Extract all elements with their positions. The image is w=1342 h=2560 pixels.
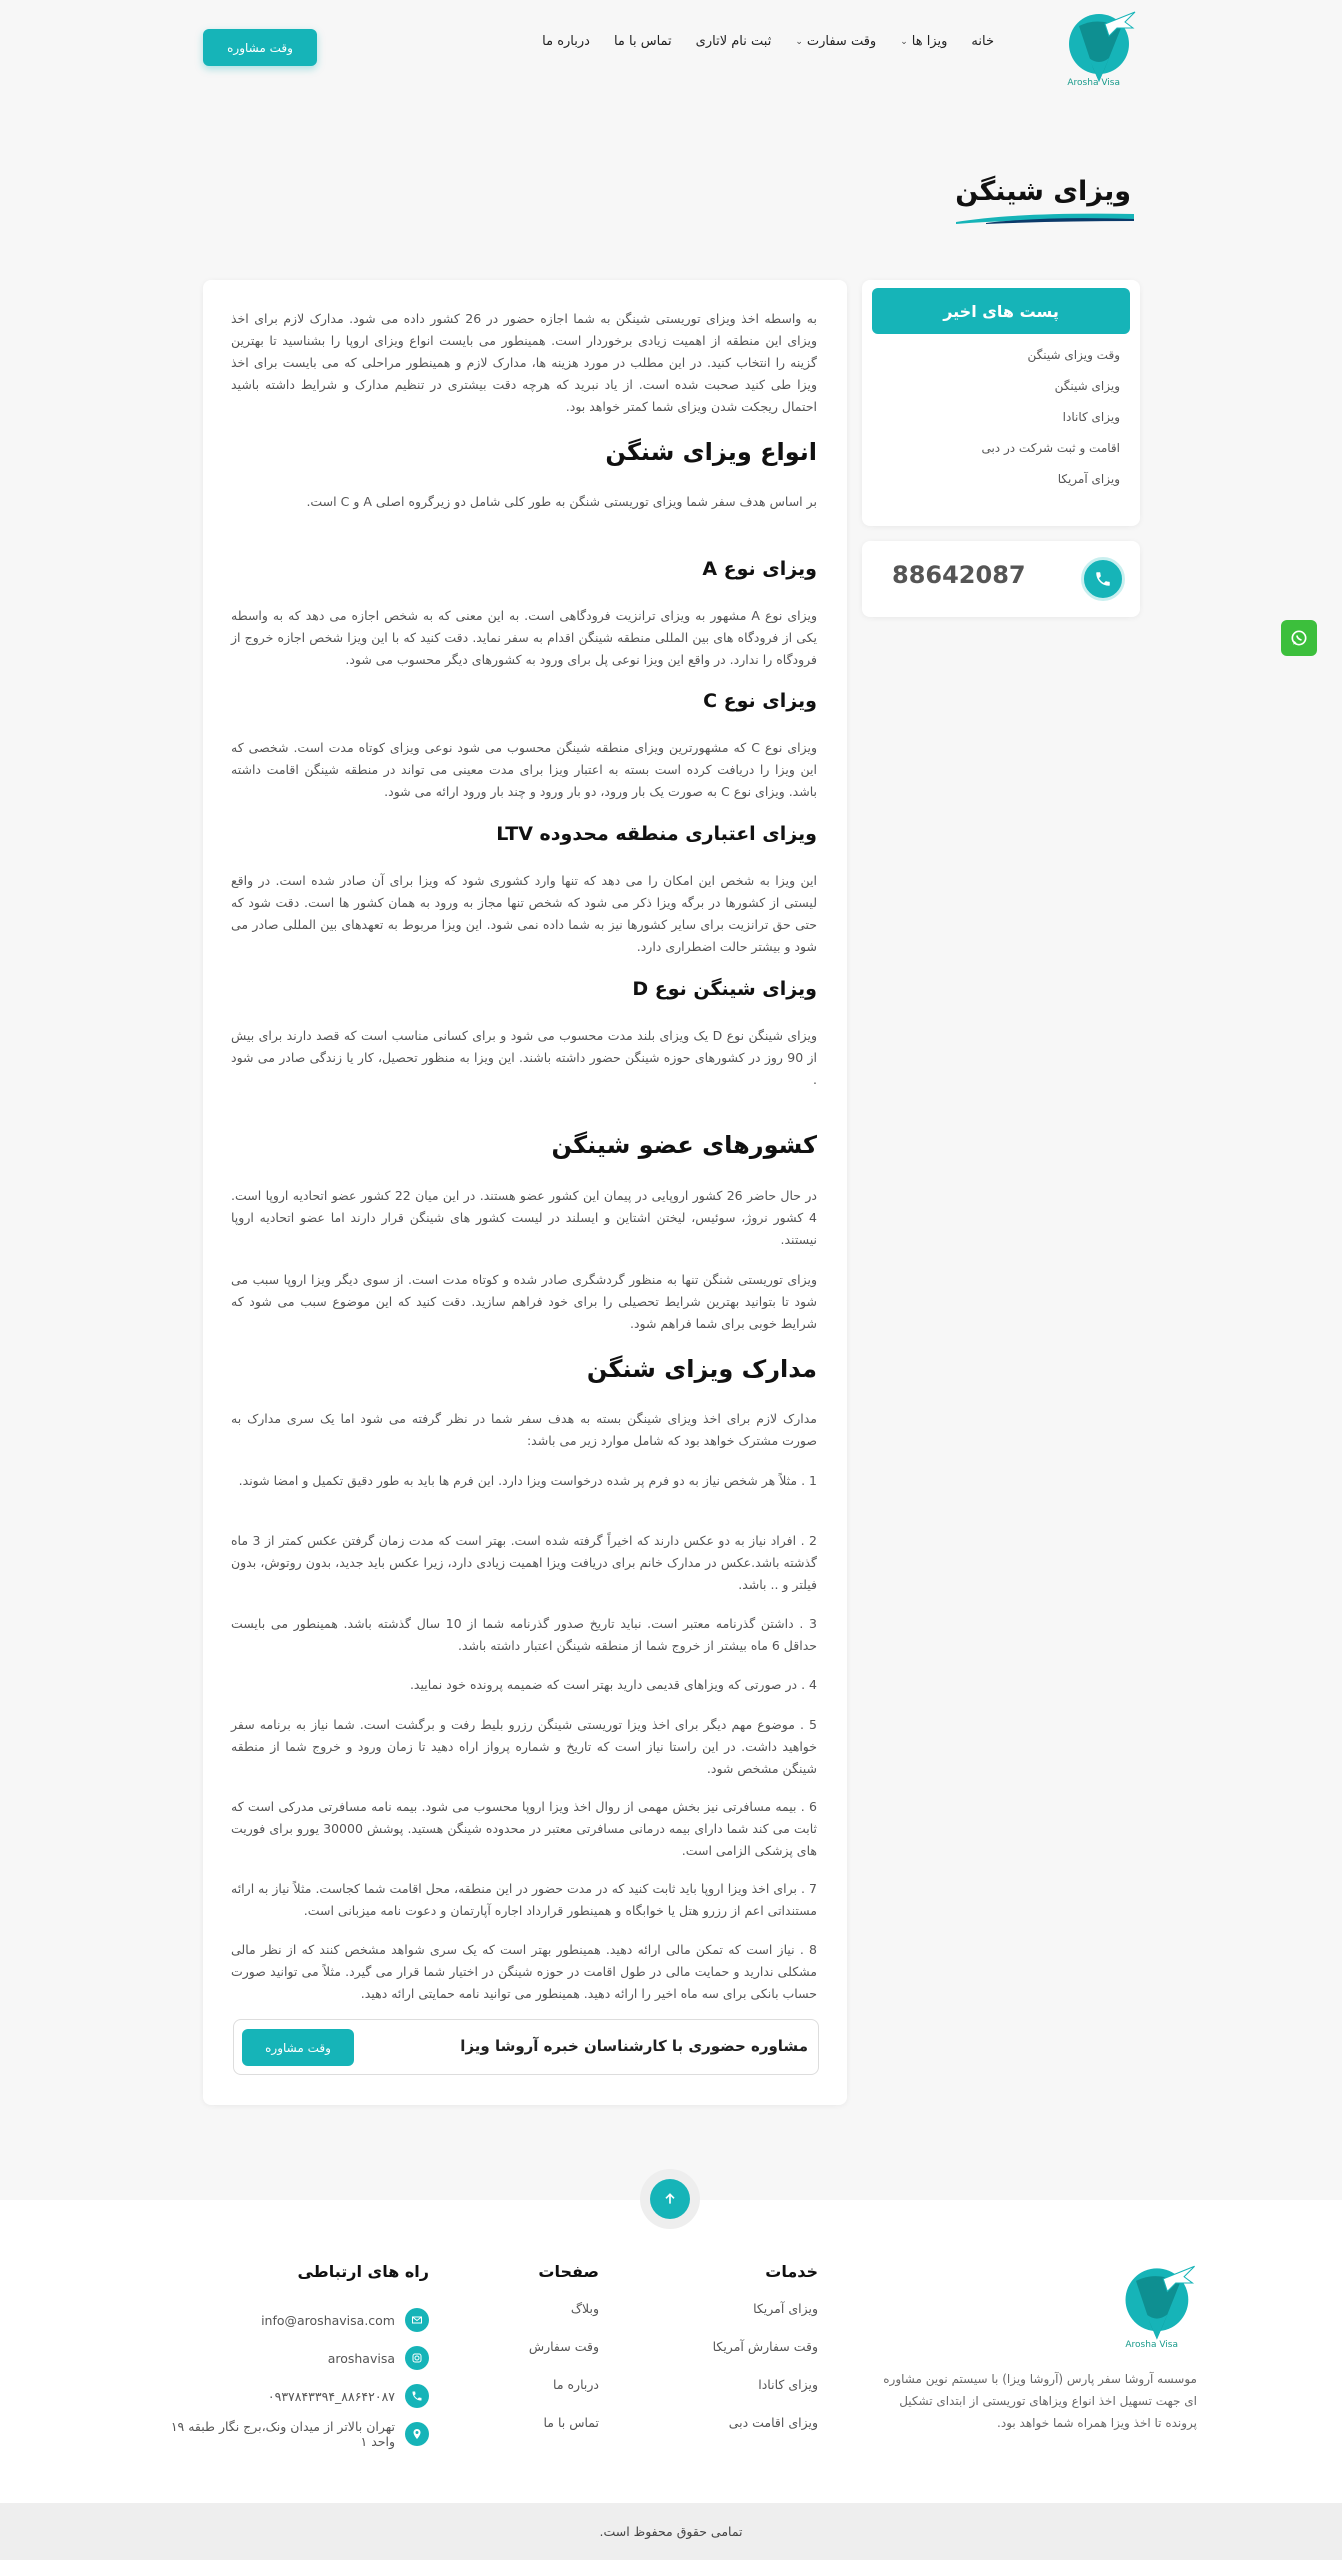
footer-contact <box>170 2262 429 2453</box>
recent-post-link[interactable]: ویزای آمریکا <box>1057 472 1120 486</box>
location-pin-icon <box>405 2422 429 2446</box>
contact-address: تهران بالاتر از میدان ونک،برج نگار طبقه ۱۹ واحد ۱ <box>169 2415 429 2453</box>
footer-services <box>713 2262 818 2453</box>
title-underline <box>956 210 1134 224</box>
recent-posts-widget <box>862 280 1140 526</box>
nav-embassy-appointment[interactable]: وقت سفارت ⌄ <box>795 34 877 49</box>
copyright-bar <box>0 2503 1342 2560</box>
document-item: 2 . افراد نیاز به دو عکس دارند که اخیراً گرفته شده است. بهتر است که مدت زمان گرفتن عکس کمتر از 3 ماه گذشته باشد.عکس در مدارک خانم برای دریافت ویزا اهمیت زیادی دارد، زیرا عکس باید جدید، بدون روتوش، بدون فیلتر و .. باشد. <box>231 1533 817 1592</box>
footer-contact-title: راه های ارتباطی <box>297 2262 429 2281</box>
document-item: 5 . موضوع مهم دیگر برای اخذ ویزا توریستی شینگن رزرو بلیط رفت و برگشت است. شما نیاز به برنامه سفر خواهید داشت. در این راستا نیاز است که تاریخ و شماره پرواز اراه دهید تا زمان ورود و خروج شما از منطقه شینگن مشخص شود. <box>231 1717 817 1776</box>
recent-posts-title: پست های اخیر <box>872 288 1130 334</box>
footer-link[interactable]: وقت سفارش آمریکا <box>712 2339 818 2354</box>
phone-icon <box>405 2384 429 2408</box>
scroll-to-top-button[interactable] <box>650 2179 690 2219</box>
paragraph-visa-types: بر اساس هدف سفر شما ویزای توریستی شنگن به طور کلی شامل دو زیرگروه اصلی A و C است. <box>306 494 817 509</box>
heading-visa-c: ویزای نوع C <box>703 690 817 712</box>
nav-visas[interactable]: ویزا ها ⌄ <box>900 34 948 49</box>
document-item: 8 . نیاز است که تمکن مالی ارائه دهید. همینطور بهتر است که یک سری شواهد مشخص کنند که از نظر مالی مشکلی ندارید و حمایت مالی در طول اقامت در حوزه شینگن در اختیار شما قرار می گیرد. مثلاً می توانید صورت حساب بانکی برای سه ماه اخیر را ارائه دهید. همینطور می توانید نامه حمایتی ارائه دهید. <box>231 1942 817 2001</box>
footer-link[interactable]: ویزای اقامت دبی <box>728 2415 818 2430</box>
nav-about[interactable]: درباره ما <box>542 34 590 49</box>
instagram-icon <box>405 2346 429 2370</box>
footer-about: موسسه آروشا سفر پارس (آروشا ویزا) با سیستم نوین مشاوره ای جهت تسهیل اخذ انواع ویزاهای توریستی از ابتدای تشکیل پرونده تا اخذ ویزا همراه شما خواهد بود. <box>883 2372 1197 2430</box>
phone-widget[interactable] <box>862 541 1140 617</box>
consultation-cta <box>233 2019 819 2075</box>
contact-instagram[interactable]: aroshavisa <box>249 2339 429 2377</box>
recent-post-link[interactable]: ویزای کانادا <box>1062 410 1120 424</box>
arrow-up-icon <box>662 2191 678 2207</box>
paragraph-visa-ltv: این ویزا به شخص این امکان را می دهد که تنها وارد کشوری شود که ویزا برای آن صادر شده است. در واقع لیستی از کشورها در برگه ویزا ذکر می شود که شخص تنها مجاز به ورود به همان کشور ها است. دقت شود که حتی حق ترانزیت برای سایر کشورها نیز به شما داده نمی شود. این ویزا مربوط به تعهدهای بین المللی صادر می شود و بیشتر حالت اضطراری دارد. <box>231 873 817 954</box>
consult-button[interactable]: وقت مشاوره <box>203 29 317 66</box>
paragraph-visa-a: ویزای نوع A مشهور به ویزای ترانزیت فرودگاهی است. به این معنی که به شخص اجازه می دهد که به واسطه یکی از فرودگاه های بین المللی منطقه شینگن اقدام به سفر نماید. دقت کنید که با این ویزا شخص اجازه خروج از فرودگاه را ندارد. در واقع این ویزا نوعی پل برای ورود به کشورهای دیگر محسوب می شود. <box>231 608 818 667</box>
paragraph-visa-d: ویزای شینگن نوع D یک ویزای بلند مدت محسوب می شود و برای کسانی مناسب است که قصد دارند برای بیش از 90 روز در کشورهای حوزه شینگن حضور داشته باشند. این ویزا به منظور تحصیل، کار یا زندگی صادر می شود . <box>231 1028 818 1087</box>
whatsapp-icon <box>1289 628 1309 648</box>
recent-post-link[interactable]: ویزای شینگن <box>1054 379 1120 393</box>
cta-text: مشاوره حضوری با کارشناسان خبره آروشا ویزا <box>460 2037 808 2055</box>
site-footer <box>0 2200 1342 2503</box>
document-item: 4 . در صورتی که ویزاهای قدیمی دارید بهتر است که ضمیمه پرونده خود نمایید. <box>409 1677 817 1692</box>
main-nav <box>518 34 994 49</box>
document-item: 3 . داشتن گذرنامه معتبر است. نباید تاریخ صدور گذرنامه شما از 10 سال گذشته باشد. همینطور می بایست حداقل 6 ماه بیشتر از خروج شما از منطقه شینگن اعتبار داشته باشد. <box>231 1616 817 1653</box>
phone-icon <box>1081 557 1125 601</box>
nav-lottery[interactable]: ثبت نام لاتاری <box>695 34 772 49</box>
nav-home[interactable]: خانه <box>971 34 994 49</box>
phone-number[interactable]: 88642087 <box>892 561 1026 589</box>
footer-link[interactable]: تماس با ما <box>543 2415 599 2430</box>
nav-contact[interactable]: تماس با ما <box>613 34 672 49</box>
copyright-text: تمامی حقوق محفوظ است. <box>599 2524 743 2539</box>
footer-link[interactable]: وبلاگ <box>570 2301 599 2316</box>
heading-visa-a: ویزای نوع A <box>702 558 817 580</box>
article-intro: به واسطه اخذ ویزای توریستی شینگن به شما اجازه حضور در 26 کشور داده می شود. مدارک لازم برای اخذ ویزای این منطقه از اهمیت زیادی برخوردار است. همینطور می بایست انواع ویزای اروپا را بشناسید تا بهترین گزینه را انتخاب کنید. در این مطلب در مورد هزینه ها، مدارک لازم و همینطور مراحلی که می بایست برای اخذ ویزا طی کنید صحبت شده است. از یاد نبرید که هرچه دقت بیشتری در تنظیم مدارک و شرایط داشته باشید احتمال ریجکت شدن ویزای شما کمتر خواهد بود. <box>231 311 817 414</box>
site-header <box>0 0 1342 100</box>
chevron-down-icon: ⌄ <box>795 36 803 47</box>
recent-post-link[interactable]: اقامت و ثبت شرکت در دبی <box>981 441 1120 455</box>
recent-post-link[interactable]: وقت ویزای شینگن <box>1027 348 1120 362</box>
paragraph-visa-c: ویزای نوع C که مشهورترین ویزای منطقه شینگن محسوب می شود نوعی ویزای کوتاه مدت است. شخصی که این ویزا را دریافت کرده است بسته به اعتبار ویزا برای مدت معینی می تواند در منطقه شینگن اقامت داشته باشد. ویزای نوع C به صورت یک بار ورود، دو بار ورود و چند بار ورود ارائه می شود. <box>231 740 817 799</box>
footer-link[interactable]: درباره ما <box>553 2377 599 2392</box>
document-item: 1 . مثلاً هر شخص نیاز به دو فرم پر شده درخواست ویزا دارد. این فرم ها باید به طور دقیق تکمیل و امضا شوند. <box>238 1473 817 1488</box>
contact-email[interactable]: info@aroshavisa.com <box>249 2301 429 2339</box>
document-item: 7 . برای اخذ ویزا اروپا باید ثابت کنید که در مدت حضور در این منطقه، محل اقامت شما کجاست. مثلاً نیاز به ارائه مستنداتی اعم از رزرو هتل یا خوابگاه و همینطور قرارداد اجاره آپارتمان و دعوت نامه میزبانی است. <box>231 1881 817 1918</box>
footer-link[interactable]: ویزای کانادا <box>758 2377 818 2392</box>
footer-link[interactable]: ویزای آمریکا <box>753 2301 818 2316</box>
article-card <box>203 280 847 2105</box>
heading-member-countries: کشورهای عضو شینگن <box>551 1131 817 1159</box>
heading-visa-ltv: ویزای اعتباری منطقه محدوده LTV <box>496 823 817 845</box>
paragraph-documents: مدارک لازم برای اخذ ویزای شینگن بسته به هدف سفر شما در نظر گرفته می شود اما یک سری مدارک به صورت مشترک خواهد بود که شامل موارد زیر می باشد: <box>231 1411 817 1448</box>
footer-pages-title: صفحات <box>538 2262 599 2281</box>
page-title: ویزای شینگن <box>955 176 1131 207</box>
contact-phone[interactable]: ۸۸۶۴۲۰۸۷_۰۹۳۷۸۴۳۳۹۴ <box>249 2377 429 2415</box>
heading-visa-types: انواع ویزای شنگن <box>605 438 817 466</box>
chevron-down-icon: ⌄ <box>900 36 908 47</box>
recent-posts-list <box>981 348 1120 503</box>
paragraph-members-1: در حال حاضر 26 کشور اروپایی در پیمان این کشور عضو هستند. در این میان 22 کشور عضو اتحادیه اروپا است. 4 کشور نروژ، سوئیس، لیختن اشتاین و ایسلند در لیست کشور های شینگن قرار دارند اما عضو اتحادیه اروپا نیستند. <box>231 1188 818 1247</box>
document-item: 6 . بیمه مسافرتی نیز بخش مهمی از روال اخذ ویزا اروپا محسوب می شود. بیمه نامه مسافرتی مدرکی است که ثابت می کند شما دارای بیمه درمانی مسافرتی معتبر در محدوده شینگن هستید. پوشش 30000 یورو برای فوریت های پزشکی الزامی است. <box>231 1799 817 1858</box>
logo-text: Arosha Visa <box>1067 78 1120 88</box>
footer-services-title: خدمات <box>765 2262 818 2281</box>
paragraph-members-2: ویزای توریستی شنگن تنها به منظور گردشگری صادر شده و کوتاه مدت است. از سوی دیگر ویزا اروپا سبب می شود تا بتوانید بهترین شرایط تحصیلی را برای خود فراهم سازید. دقت کنید که این موضوع سبب می شود که شرایط خوبی برای شما فراهم شود. <box>231 1272 817 1331</box>
whatsapp-button[interactable] <box>1281 620 1317 656</box>
heading-visa-d: ویزای شینگن نوع D <box>632 978 817 1000</box>
cta-consult-button[interactable]: وقت مشاوره <box>242 2029 354 2066</box>
footer-logo[interactable] <box>1121 2260 1197 2350</box>
email-icon <box>405 2308 429 2332</box>
footer-logo-text: Arosha Visa <box>1125 2340 1178 2350</box>
footer-link[interactable]: وقت سفارش <box>528 2339 599 2354</box>
heading-documents: مدارک ویزای شنگن <box>586 1355 817 1383</box>
footer-pages <box>529 2262 599 2453</box>
